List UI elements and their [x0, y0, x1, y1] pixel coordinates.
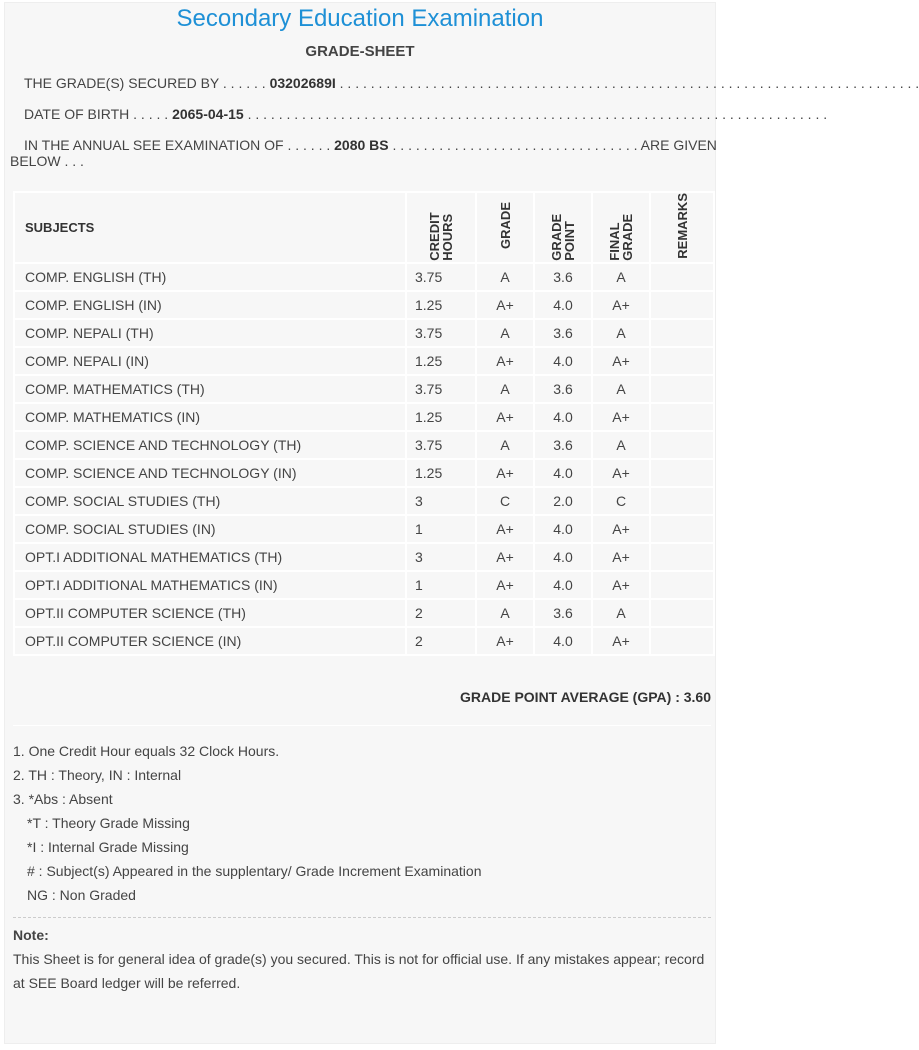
- remarks: [650, 291, 714, 319]
- secured-by-line: THE GRADE(S) SECURED BY . . . . . . 03202689I . . . . . . . . . . . . . . . . . . . . . . . . . . . . . . . . . . . . . . . . . . . . . . . . . . . . . . . . . . . . . . . . . . . . . . . . . . .: [24, 75, 919, 91]
- credit-hours: 3.75: [406, 375, 476, 403]
- remarks: [650, 515, 714, 543]
- remarks: [650, 403, 714, 431]
- final-grade: A+: [592, 543, 650, 571]
- exam-line-cont: BELOW . . .: [10, 153, 84, 169]
- final-grade: A+: [592, 515, 650, 543]
- final-grade: A: [592, 599, 650, 627]
- subject-name: COMP. SOCIAL STUDIES (IN): [14, 515, 406, 543]
- remarks: [650, 487, 714, 515]
- final-grade: A: [592, 319, 650, 347]
- table-row: [14, 571, 714, 599]
- grade-point: 3.6: [534, 599, 592, 627]
- final-grade: A+: [592, 291, 650, 319]
- final-grade: A+: [592, 403, 650, 431]
- remarks: [650, 375, 714, 403]
- remarks: [650, 627, 714, 655]
- note-item: 3. *Abs : Absent: [13, 791, 113, 807]
- subject-name: COMP. MATHEMATICS (IN): [14, 403, 406, 431]
- table-row: [14, 431, 714, 459]
- remarks: [650, 571, 714, 599]
- date-of-birth: 2065-04-15: [172, 106, 244, 122]
- grade-point: 4.0: [534, 347, 592, 375]
- final-grade: C: [592, 487, 650, 515]
- credit-hours: 3.75: [406, 263, 476, 291]
- grade: A+: [476, 571, 534, 599]
- credit-hours: 1: [406, 515, 476, 543]
- credit-hours: 2: [406, 599, 476, 627]
- note-item: # : Subject(s) Appeared in the supplentary/ Grade Increment Examination: [27, 863, 482, 879]
- header-remarks: REMARKS: [650, 192, 714, 263]
- table-row: [14, 403, 714, 431]
- gpa: GRADE POINT AVERAGE (GPA) : 3.60: [460, 689, 711, 705]
- grade-point: 2.0: [534, 487, 592, 515]
- subject-name: OPT.I ADDITIONAL MATHEMATICS (TH): [14, 543, 406, 571]
- grade: A+: [476, 403, 534, 431]
- grade-point: 4.0: [534, 291, 592, 319]
- subject-name: COMP. SCIENCE AND TECHNOLOGY (TH): [14, 431, 406, 459]
- credit-hours: 1: [406, 571, 476, 599]
- subject-name: COMP. NEPALI (TH): [14, 319, 406, 347]
- grade: A: [476, 263, 534, 291]
- note-item: 2. TH : Theory, IN : Internal: [13, 767, 182, 783]
- exam-year: 2080 BS: [334, 137, 389, 153]
- table-header: [14, 192, 714, 263]
- grade-point: 3.6: [534, 431, 592, 459]
- subject-name: OPT.II COMPUTER SCIENCE (TH): [14, 599, 406, 627]
- legend-notes: [13, 739, 481, 907]
- credit-hours: 3.75: [406, 431, 476, 459]
- header-subjects: SUBJECTS: [14, 192, 406, 263]
- grade: A+: [476, 291, 534, 319]
- final-grade: A+: [592, 347, 650, 375]
- note-item: NG : Non Graded: [27, 887, 136, 903]
- subject-name: OPT.II COMPUTER SCIENCE (IN): [14, 627, 406, 655]
- grade-point: 4.0: [534, 627, 592, 655]
- subject-name: COMP. ENGLISH (TH): [14, 263, 406, 291]
- final-grade: A: [592, 375, 650, 403]
- grade-point: 3.6: [534, 375, 592, 403]
- credit-hours: 1.25: [406, 459, 476, 487]
- grade-point: 3.6: [534, 319, 592, 347]
- grade-point: 4.0: [534, 515, 592, 543]
- grade-sheet: [4, 2, 919, 1044]
- credit-hours: 2: [406, 627, 476, 655]
- grade: A+: [476, 627, 534, 655]
- subject-name: COMP. ENGLISH (IN): [14, 291, 406, 319]
- table-row: [14, 459, 714, 487]
- table-row: [14, 291, 714, 319]
- credit-hours: 1.25: [406, 403, 476, 431]
- remarks: [650, 319, 714, 347]
- grade: A: [476, 431, 534, 459]
- remarks: [650, 431, 714, 459]
- dob-line: DATE OF BIRTH . . . . . 2065-04-15 . . . . . . . . . . . . . . . . . . . . . . . . . . . . . . . . . . . . . . . . . . . . . . . . . . . . . . . . . . . . . . . . . . . . . . . . . . .: [24, 106, 828, 122]
- grade-point: 4.0: [534, 571, 592, 599]
- table-row: [14, 515, 714, 543]
- grade: A+: [476, 515, 534, 543]
- note-item: *I : Internal Grade Missing: [27, 839, 189, 855]
- exam-line: IN THE ANNUAL SEE EXAMINATION OF . . . . . . 2080 BS . . . . . . . . . . . . . . . . . . . . . . . . . . . . . . . . ARE GIVEN: [24, 137, 717, 153]
- grades-table: [13, 191, 715, 656]
- grade-point: 3.6: [534, 263, 592, 291]
- credit-hours: 1.25: [406, 347, 476, 375]
- table-row: [14, 319, 714, 347]
- note-item: *T : Theory Grade Missing: [27, 815, 190, 831]
- remarks: [650, 599, 714, 627]
- credit-hours: 1.25: [406, 291, 476, 319]
- note-title: Note:: [13, 927, 49, 943]
- subject-name: COMP. SOCIAL STUDIES (TH): [14, 487, 406, 515]
- final-grade: A+: [592, 627, 650, 655]
- remarks: [650, 459, 714, 487]
- table-row: [14, 375, 714, 403]
- subject-name: COMP. MATHEMATICS (TH): [14, 375, 406, 403]
- page-title: Secondary Education Examination: [176, 5, 544, 32]
- grade: A: [476, 599, 534, 627]
- subject-name: OPT.I ADDITIONAL MATHEMATICS (IN): [14, 571, 406, 599]
- table-row: [14, 347, 714, 375]
- grade: A+: [476, 543, 534, 571]
- grade: C: [476, 487, 534, 515]
- remarks: [650, 543, 714, 571]
- sheet-subtitle: GRADE-SHEET: [305, 43, 415, 60]
- grade-point: 4.0: [534, 459, 592, 487]
- table-row: [14, 599, 714, 627]
- credit-hours: 3: [406, 487, 476, 515]
- grade: A+: [476, 459, 534, 487]
- header-credit-hours: CREDIT HOURS: [406, 192, 476, 263]
- header-grade: GRADE: [476, 192, 534, 263]
- credit-hours: 3.75: [406, 319, 476, 347]
- grade: A: [476, 375, 534, 403]
- note-text: This Sheet is for general idea of grade(s) you secured. This is not for official use. If any mistakes appear; record at SEE Board ledger will be referred.: [13, 951, 705, 991]
- subject-name: COMP. NEPALI (IN): [14, 347, 406, 375]
- remarks: [650, 347, 714, 375]
- grade: A: [476, 319, 534, 347]
- disclaimer: [13, 923, 713, 995]
- table-row: [14, 627, 714, 655]
- grade-point: 4.0: [534, 543, 592, 571]
- grade-point: 4.0: [534, 403, 592, 431]
- divider: [13, 917, 711, 918]
- note-item: 1. One Credit Hour equals 32 Clock Hours.: [13, 743, 280, 759]
- grade: A+: [476, 347, 534, 375]
- header-final-grade: FINAL GRADE: [592, 192, 650, 263]
- final-grade: A: [592, 263, 650, 291]
- table-row: [14, 487, 714, 515]
- final-grade: A+: [592, 459, 650, 487]
- credit-hours: 3: [406, 543, 476, 571]
- subject-name: COMP. SCIENCE AND TECHNOLOGY (IN): [14, 459, 406, 487]
- table-row: [14, 543, 714, 571]
- table-row: [14, 263, 714, 291]
- remarks: [650, 263, 714, 291]
- final-grade: A+: [592, 571, 650, 599]
- final-grade: A: [592, 431, 650, 459]
- header-grade-point: GRADE POINT: [534, 192, 592, 263]
- symbol-number: 03202689I: [269, 75, 336, 91]
